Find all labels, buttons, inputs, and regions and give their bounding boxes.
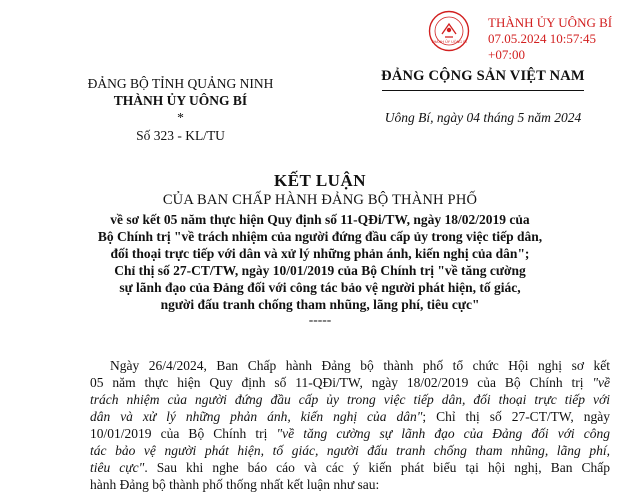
title-line-3: đối thoại trực tiếp với dân và xử lý những phản ánh, kiến nghị của dân"; <box>110 246 530 261</box>
body-line-2: 05 năm thực hiện Quy định số 11-QĐi/TW, ngày 18/02/2019 của Bộ Chính trị "về <box>90 375 610 390</box>
signature-date: 07.05.2024 10:57:45 <box>488 31 596 46</box>
org-city-committee: THÀNH ỦY UÔNG BÍ <box>113 93 248 108</box>
body-line-6: tác bảo vệ người phát hiện, tố giác, người đấu tranh chống tham nhũng, lãng phí, <box>90 443 610 458</box>
document-subtitle: CỦA BAN CHẤP HÀNH ĐẢNG BỘ THÀNH PHỐ <box>162 192 478 208</box>
body-line-4: dân và xử lý những phản ánh, kiến nghị của dân"; Chỉ thị số 27-CT/TW, ngày <box>90 409 610 424</box>
party-seal-icon <box>428 10 470 52</box>
place-date: Uông Bí, ngày 04 tháng 5 năm 2024 <box>384 110 582 125</box>
party-name: ĐẢNG CỘNG SẢN VIỆT NAM <box>381 68 585 84</box>
title-line-6: người đấu tranh chống tham nhũng, lãng phí, tiêu cực" <box>160 297 480 312</box>
body-line-3: trách nhiệm của người đứng đầu cấp ủy trong việc tiếp dân, đối thoại trực tiếp với <box>90 392 610 407</box>
title-line-4: Chỉ thị số 27-CT/TW, ngày 10/01/2019 của Bộ Chính trị "về tăng cường <box>114 263 526 278</box>
body-line-5: 10/01/2019 của Bộ Chính trị "về tăng cường sự lãnh đạo của Đảng đối với công <box>90 426 611 441</box>
signature-signer: THÀNH ỦY UÔNG BÍ <box>488 15 613 30</box>
body-line-1: Ngày 26/4/2024, Ban Chấp hành Đảng bộ thành phố tổ chức Hội nghị sơ kết <box>110 358 610 373</box>
body-line-8: hành Đảng bộ thành phố thống nhất kết luận như sau: <box>90 477 380 492</box>
digital-signature <box>418 4 640 60</box>
title-line-2: Bộ Chính trị "về trách nhiệm của người đứng đầu cấp ủy trong việc tiếp dân, <box>97 229 543 244</box>
document-title: KẾT LUẬN <box>273 171 366 190</box>
header-star: * <box>177 110 184 125</box>
org-provincial: ĐẢNG BỘ TỈNH QUẢNG NINH <box>87 76 274 91</box>
signature-timezone: +07:00 <box>488 47 525 62</box>
seal-text: THÀNH ỦY UÔNG BÍ <box>431 40 467 44</box>
title-separator: ----- <box>308 312 332 327</box>
party-name-underline <box>382 90 584 91</box>
title-line-1: về sơ kết 05 năm thực hiện Quy định số 11-QĐi/TW, ngày 18/02/2019 của <box>110 212 530 227</box>
title-line-5: sự lãnh đạo của Đảng đối với công tác bảo vệ người phát hiện, tố giác, <box>119 280 521 295</box>
document-number: Số 323 - KL/TU <box>136 128 225 143</box>
body-line-7: tiêu cực". Sau khi nghe báo cáo và các ý kiến phát biểu tại hội nghị, Ban Chấp <box>90 460 610 475</box>
